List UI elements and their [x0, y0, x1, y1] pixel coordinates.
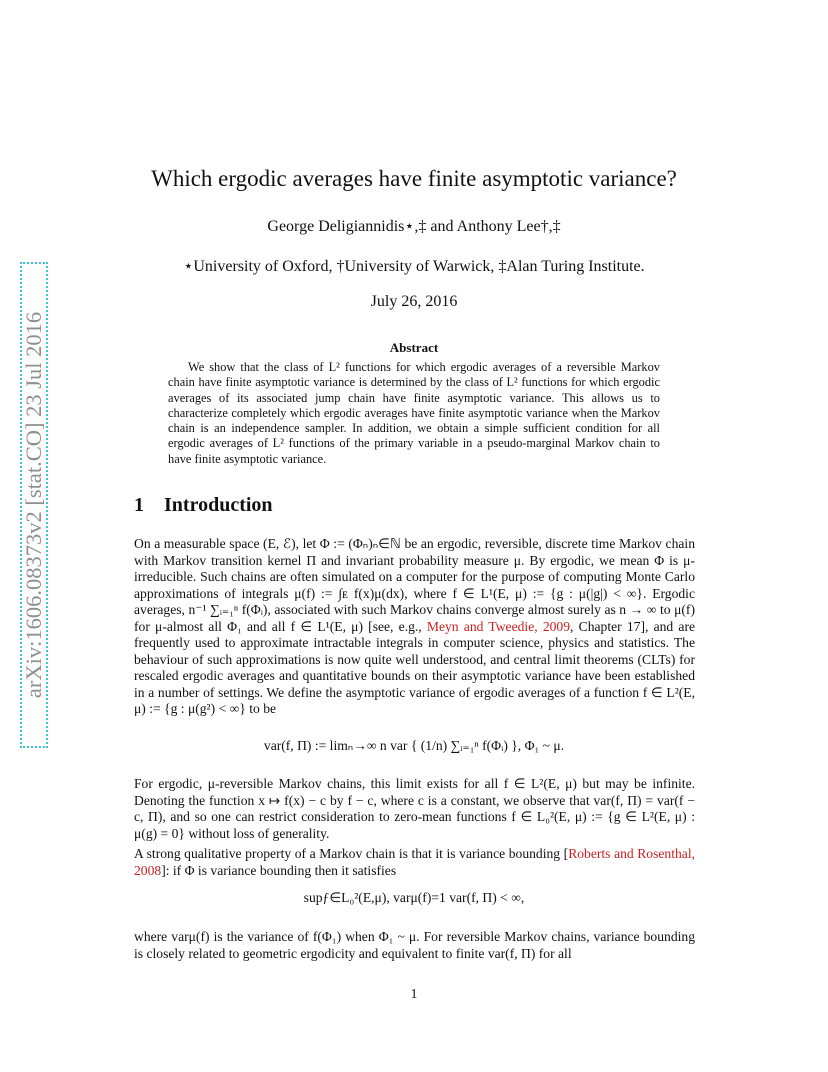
intro-paragraph-2: For ergodic, μ-reversible Markov chains, this limit exists for all f ∈ L²(E, μ) but may be infinite. Denoting the function x ↦ f(x) − c by f − c, where c is a constant, we observe that var(f, Π) = var(f − c, Π), and so one can restrict consideration to zero-mean functions f ∈ L₀²(E, μ) := {g ∈ L²(E, μ) : μ(g) = 0} without loss of generality. — [134, 776, 695, 841]
author-list: George Deligiannidis⋆,‡ and Anthony Lee†,‡ — [267, 218, 561, 235]
abstract-text: We show that the class of L² functions for which ergodic averages of a reversible Markov chain have finite asymptotic variance is determined by the class of L² functions for which ergodic averages of its associated jump chain have finite asymptotic variance. This allows us to characterize completely which ergodic averages have finite asymptotic variance when the Markov chain is an independence sampler. In addition, we obtain a simple sufficient condition for all ergodic averages of L² functions of the primary variable in a pseudo-marginal Markov chain to have finite asymptotic variance. — [168, 360, 660, 466]
equation-variance-bounding: supƒ∈L₀²(E,μ), varμ(f)=1 var(f, Π) < ∞, — [303, 890, 525, 905]
para1-text-b: , Chapter 17], and are frequently used to approximate intractable integrals in computer science, physics and statistics. The behaviour of such approximations is now quite well understood, and central limit theorems (CLTs) for rescaled ergodic averages and quantitative bounds on their asymptotic variance have been established in a number of settings. We define the asymptotic variance of ergodic averages of a function f ∈ L²(E, μ) := {g : μ(g²) < ∞} to be — [134, 618, 695, 716]
citation-meyn-tweedie[interactable]: Meyn and Tweedie, 2009 — [426, 618, 571, 634]
para1-text-a: On a measurable space (E, ℰ), let Φ := (Φₙ)ₙ∈ℕ be an ergodic, reversible, discrete time Markov chain with Markov transition kernel Π and invariant probability measure μ. By ergodic, we mean Φ is μ-irreducible. Such chains are often simulated on a computer for the purpose of computing Monte Carlo approximations of integrals μ(f) := ∫ᴇ f(x)μ(dx), where f ∈ L¹(E, μ) := {g : μ(|g|) < ∞}. Ergodic averages, n⁻¹ ∑ᵢ₌₁ⁿ f(Φᵢ), associated with such Markov chains converge almost surely as n → ∞ to μ(f) for μ-almost all Φ₁ and all f ∈ L¹(E, μ) [see, e.g., — [134, 536, 695, 634]
intro-paragraph-4: where varμ(f) is the variance of f(Φ₁) when Φ₁ ~ μ. For reversible Markov chains, variance bounding is closely related to geometric ergodicity and equivalent to finite var(f, Π) for all — [134, 929, 695, 961]
page-number: 1 — [410, 986, 418, 1001]
paper-date: July 26, 2016 — [370, 293, 458, 310]
section-number: 1 — [134, 494, 144, 516]
arxiv-identifier: arXiv:1606.08373v2 [stat.CO] 23 Jul 2016 — [20, 311, 46, 699]
paper-title: Which ergodic averages have finite asymptotic variance? — [151, 166, 677, 191]
citation-roberts-rosenthal[interactable]: Roberts and Rosenthal, 2008 — [134, 846, 695, 878]
affiliations: ⋆University of Oxford, †University of Warwick, ‡Alan Turing Institute. — [183, 258, 645, 275]
para3-text-b: ]: if Φ is variance bounding then it satisfies — [161, 862, 397, 878]
intro-paragraph-3 — [134, 846, 695, 879]
intro-paragraph-1 — [134, 536, 695, 718]
section-heading — [134, 494, 273, 517]
equation-asymptotic-variance: var(f, Π) := limₙ→∞ n var { (1/n) ∑ᵢ₌₁ⁿ f(Φᵢ) }, Φ₁ ~ μ. — [263, 738, 565, 753]
abstract-heading: Abstract — [389, 340, 439, 355]
section-title: Introduction — [164, 494, 273, 516]
arxiv-sidebar-stamp — [20, 262, 48, 748]
para3-text-a: A strong qualitative property of a Markov chain is that it is variance bounding [ — [134, 846, 569, 861]
